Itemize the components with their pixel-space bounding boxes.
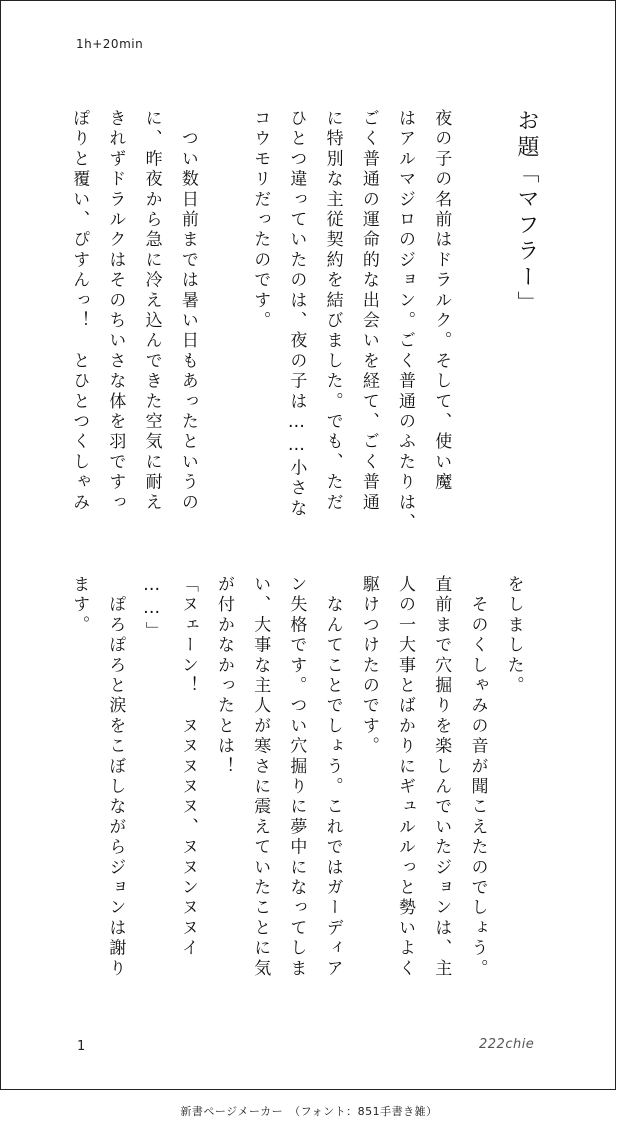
generator-credit: 新書ページメーカー （フォント：851手書き雑） bbox=[180, 1105, 438, 1118]
story-text-upper: 夜の子の名前はドラルク。そして、使い魔 はアルマジロのジョン。ごく普通のふたりは、 ごく普通の運命的な出会いを経て、ごく普通 に特別な主従契約を結びました。でも、ただ ひとつ違っていたのは、夜の子は……小さな コウモリだったのです。 つい数日前までは暑い日もあったというの に、昨夜から急に冷え込んできた空気に耐え きれずドラルクはそのちいさな体を羽ですっ ぽりと覆い、ぴすんっ！ とひとつくしゃみ bbox=[69, 109, 452, 534]
author-name: 222chie bbox=[479, 1037, 535, 1052]
story-text-lower: をしました。 そのくしゃみの音が聞こえたのでしょう。 直前まで穴掘りを楽しんでいたジョンは、主 人の一大事とばかりにギュルルっと勢いよく 駆けつけたのです。 なんてことでしょう。これではガーディア ン失格です。つい穴掘りに夢中になってしま い、大事な主人が寒さに震えていたことに気 が付かなかったとは！ 「ヌェーン！ ヌヌヌヌヌ、ヌヌンヌヌイ ……」 ぽろぽろと涙をこぼしながらジョンは謝り ます。 bbox=[69, 575, 524, 979]
story-title: お題「マフラー」 bbox=[514, 109, 539, 317]
writing-time: 1h+20min bbox=[76, 37, 144, 51]
page-number: 1 bbox=[77, 1039, 86, 1054]
